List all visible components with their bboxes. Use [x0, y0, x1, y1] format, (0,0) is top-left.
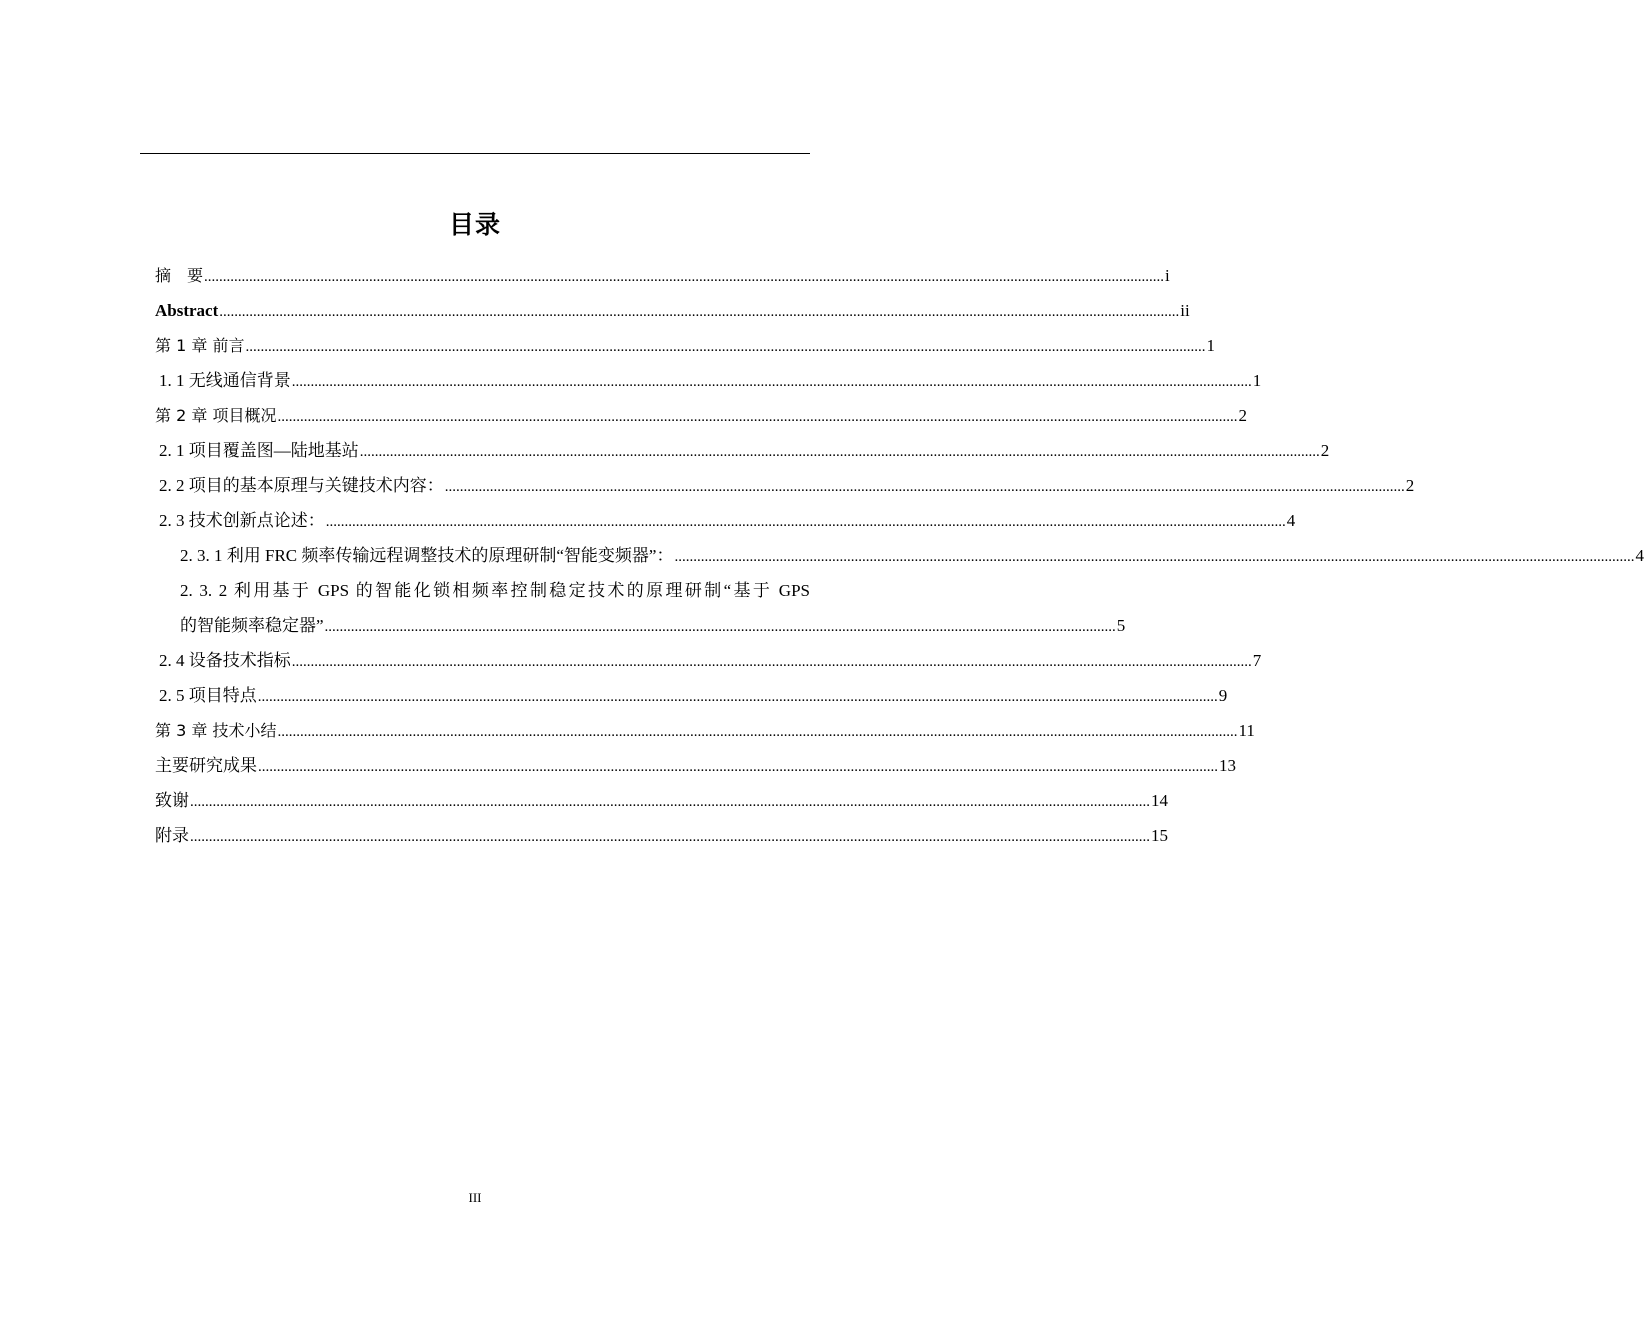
- toc-leader-dots: [326, 508, 1286, 536]
- toc-entry-label: 2. 4 设备技术指标: [159, 651, 291, 670]
- toc-entry-abstract-en[interactable]: [155, 297, 1190, 332]
- toc-entry-label: 1. 1 无线通信背景: [159, 371, 291, 390]
- toc-entry-page: 2: [1320, 441, 1330, 460]
- toc-entry-2-3-2[interactable]: [155, 577, 1126, 647]
- toc-leader-dots: [445, 473, 1405, 501]
- toc-entry-label-line2: 的智能频率稳定器”: [180, 616, 324, 635]
- toc-entry-2-2[interactable]: [155, 472, 1415, 507]
- toc-entry-chapter-3[interactable]: [155, 717, 1255, 752]
- toc-entry-appendix[interactable]: [155, 822, 1168, 857]
- toc-leader-dots: [204, 263, 1164, 291]
- toc-entry-page: 9: [1218, 686, 1228, 705]
- toc-entry-2-1[interactable]: [155, 437, 1330, 472]
- toc-entry-page: 11: [1238, 721, 1255, 740]
- toc-entry-label: 附录: [155, 826, 189, 845]
- toc-leader-dots: [190, 788, 1150, 816]
- toc-entry-page: 7: [1252, 651, 1262, 670]
- toc-entry-page: 13: [1219, 756, 1236, 775]
- toc-entry-abstract-cn[interactable]: [155, 262, 1170, 297]
- toc-entry-label: 致谢: [155, 791, 189, 810]
- toc-entry-results[interactable]: [155, 752, 1236, 787]
- toc-entry-2-3[interactable]: [155, 507, 1296, 542]
- toc-entry-label: 摘 要: [155, 266, 204, 285]
- toc-entry-page: 2: [1238, 406, 1247, 425]
- toc-entry-page: i: [1165, 266, 1170, 285]
- toc-entry-chapter-1[interactable]: [155, 332, 1215, 367]
- toc-entry-page: 4: [1286, 511, 1296, 530]
- toc-entry-2-5[interactable]: [155, 682, 1228, 717]
- toc-entry-label-line1: 2. 3. 2 利用基于 GPS 的智能化锁相频率控制稳定技术的原理研制“基于 GPS: [180, 581, 810, 600]
- toc-entry-page: ii: [1180, 301, 1190, 320]
- toc-entry-label: 2. 2 项目的基本原理与关键技术内容：: [159, 476, 444, 495]
- toc-entry-line2: [180, 612, 1126, 647]
- header-rule: [140, 153, 810, 154]
- toc-entry-2-3-1[interactable]: [155, 542, 1644, 577]
- toc-leader-dots: [292, 648, 1252, 676]
- toc-entry-page: 1: [1206, 336, 1215, 355]
- toc-leader-dots: [258, 683, 1218, 711]
- toc-leader-dots: [360, 438, 1320, 466]
- toc-entry-page: 15: [1151, 826, 1168, 845]
- toc-entry-1-1[interactable]: [155, 367, 1262, 402]
- toc-leader-dots: [245, 333, 1205, 361]
- toc-leader-dots: [190, 823, 1150, 851]
- toc-entry-chapter-2[interactable]: [155, 402, 1247, 437]
- toc-leader-dots: [277, 403, 1237, 431]
- page-title: 目录: [448, 210, 501, 239]
- toc-entry-page: 1: [1252, 371, 1262, 390]
- toc-entry-label: 2. 3 技术创新点论述：: [159, 511, 325, 530]
- toc-entry-label: 第 3 章 技术小结: [155, 721, 277, 740]
- toc-entry-label: 第 2 章 项目概况: [155, 406, 277, 425]
- toc-entry-label: 2. 1 项目覆盖图—陆地基站: [159, 441, 359, 460]
- toc-entry-label: Abstract: [155, 301, 219, 320]
- footer-page-number: III: [468, 1190, 482, 1205]
- toc-entry-page: 14: [1151, 791, 1168, 810]
- toc-leader-dots: [292, 368, 1252, 396]
- toc-leader-dots: [277, 718, 1237, 746]
- toc-entry-page: 4: [1635, 546, 1644, 565]
- toc-leader-dots: [674, 543, 1634, 571]
- toc-leader-dots: [258, 753, 1218, 781]
- toc-entry-page: 5: [1116, 616, 1126, 635]
- toc-entry-label: 主要研究成果: [155, 756, 257, 775]
- toc-entry-label: 2. 5 项目特点: [159, 686, 257, 705]
- table-of-contents: [155, 262, 1644, 857]
- toc-entry-2-4[interactable]: [155, 647, 1262, 682]
- toc-entry-label: 第 1 章 前言: [155, 336, 245, 355]
- toc-entry-label: 2. 3. 1 利用 FRC 频率传输远程调整技术的原理研制“智能变频器”：: [180, 546, 674, 565]
- toc-leader-dots: [219, 298, 1179, 326]
- toc-leader-dots: ...................................................................................................................................................................................................................: [324, 619, 1116, 635]
- toc-entry-acknowledgements[interactable]: [155, 787, 1168, 822]
- toc-entry-page: 2: [1405, 476, 1415, 495]
